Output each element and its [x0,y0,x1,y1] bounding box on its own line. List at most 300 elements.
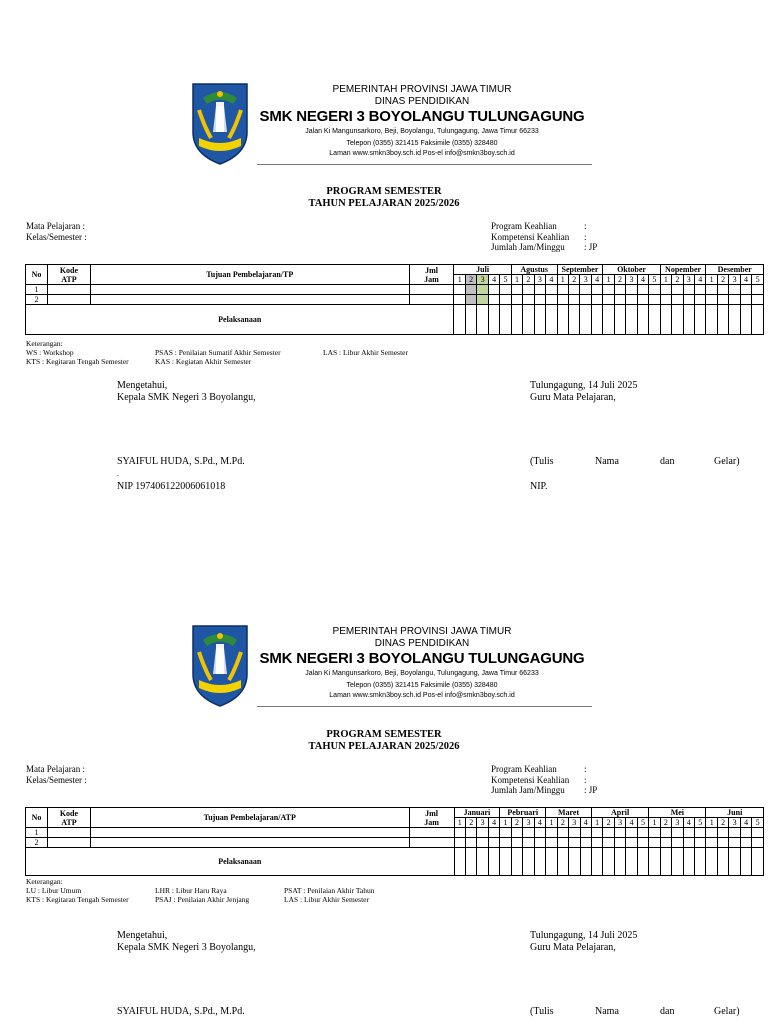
month-header: Juli [454,265,511,275]
week-cell[interactable] [695,828,706,838]
week-cell[interactable] [546,838,557,848]
header-kode-atp [47,265,90,285]
sig-tulis: (Tulis [530,1006,554,1017]
week-cell[interactable] [546,305,557,335]
kop-divider [257,164,592,165]
week-cell[interactable] [511,285,522,295]
week-cell[interactable] [683,828,694,838]
week-cell[interactable] [557,848,568,876]
week-cell[interactable] [683,295,694,305]
week-cell[interactable] [465,295,476,305]
week-cell[interactable] [534,285,545,295]
row-number: 1 [26,285,48,295]
week-number: 2 [717,275,728,285]
month-header: Maret [546,808,592,818]
kop-line-1: PEMERINTAH PROVINSI JAWA TIMUR [332,84,512,95]
week-cell[interactable] [454,848,465,876]
week-cell[interactable] [729,285,740,295]
week-cell[interactable] [534,838,545,848]
week-number: 2 [523,275,534,285]
header-kode: Kode [59,265,79,275]
week-cell[interactable] [706,838,717,848]
sig-tempat-tanggal: Tulungagung, 14 Juli 2025 [530,380,638,391]
table-row [26,828,764,838]
week-cell[interactable] [706,848,717,876]
sig-dot: . [117,469,119,478]
week-cell[interactable] [695,295,706,305]
week-cell[interactable] [477,295,488,305]
header-jml-jam [409,808,454,828]
week-cell[interactable] [683,848,694,876]
week-number: 3 [580,275,591,285]
week-cell[interactable] [477,305,488,335]
week-cell[interactable] [614,848,625,876]
month-header: April [591,808,648,818]
week-cell[interactable] [591,285,602,295]
week-cell[interactable] [706,295,717,305]
week-cell[interactable] [454,305,465,335]
week-cell[interactable] [614,305,625,335]
week-cell[interactable] [591,838,602,848]
week-number: 3 [523,818,534,828]
colon: : [584,221,587,231]
week-number: 1 [660,275,671,285]
jp-value: : JP [584,785,598,795]
week-number: 3 [534,275,545,285]
week-cell[interactable] [637,285,648,295]
ket-psas: PSAS : Penilaian Sumatif Akhir Semester [155,348,281,357]
week-cell[interactable] [534,828,545,838]
week-number: 2 [511,818,522,828]
week-cell[interactable] [626,285,637,295]
week-cell[interactable] [729,295,740,305]
header-jml: Jml [425,265,438,275]
table-row [26,295,764,305]
week-number: 1 [546,818,557,828]
table-cell[interactable] [90,285,409,295]
table-cell[interactable] [47,828,90,838]
header-kode: Kode [59,808,79,818]
week-cell[interactable] [672,295,683,305]
week-cell[interactable] [477,828,488,838]
week-cell[interactable] [649,285,660,295]
week-cell[interactable] [649,848,660,876]
table-cell[interactable] [90,295,409,305]
week-cell[interactable] [569,285,580,295]
table-cell[interactable] [90,838,409,848]
table-row [26,285,764,295]
program-semester-table [25,264,764,335]
ket-las: LAS : Libur Akhir Semester [284,895,369,904]
week-cell[interactable] [557,295,568,305]
kop-web: Laman www.smkn3boy.sch.id Pos-el info@smkn3boy.sch.id [329,150,515,157]
week-cell[interactable] [603,828,614,838]
sig-dan: dan [660,1006,675,1017]
week-cell[interactable] [752,285,764,295]
week-number: 2 [465,275,476,285]
week-cell[interactable] [626,305,637,335]
week-number: 4 [488,275,499,285]
week-number: 3 [729,275,740,285]
week-number: 1 [591,818,602,828]
label-kelas-semester: Kelas/Semester : [26,775,87,785]
week-cell[interactable] [660,828,671,838]
week-cell[interactable] [729,838,740,848]
colon: : [584,764,587,774]
sig-nama-kepala: SYAIFUL HUDA, S.Pd., M.Pd. [117,1006,245,1017]
week-cell[interactable] [488,295,499,305]
week-number: 5 [752,818,764,828]
week-cell[interactable] [649,828,660,838]
week-number: 4 [546,275,557,285]
week-number: 4 [534,818,545,828]
doc-title: PROGRAM SEMESTER [326,186,442,197]
week-cell[interactable] [683,305,694,335]
week-cell[interactable] [511,305,522,335]
week-cell[interactable] [603,838,614,848]
week-cell[interactable] [465,285,476,295]
week-cell[interactable] [695,848,706,876]
week-cell[interactable] [603,285,614,295]
week-cell[interactable] [546,848,557,876]
week-cell[interactable] [488,828,499,838]
letterhead [187,80,597,168]
week-cell[interactable] [569,828,580,838]
ket-las: LAS : Libur Akhir Semester [323,348,408,357]
week-cell[interactable] [752,305,764,335]
week-cell[interactable] [695,285,706,295]
week-cell[interactable] [580,838,591,848]
week-cell[interactable] [740,848,751,876]
label-jumlah-jam: Jumlah Jam/Minggu [491,242,565,252]
kop-phone: Telepon (0355) 321415 Faksimile (0355) 328480 [346,140,498,147]
week-cell[interactable] [603,305,614,335]
week-cell[interactable] [706,305,717,335]
week-cell[interactable] [752,848,764,876]
east-java-emblem-icon [189,80,251,166]
week-cell[interactable] [454,295,465,305]
week-cell[interactable] [523,838,534,848]
week-cell[interactable] [717,305,728,335]
week-cell[interactable] [695,838,706,848]
week-cell[interactable] [580,305,591,335]
week-cell[interactable] [488,305,499,335]
week-cell[interactable] [729,828,740,838]
week-cell[interactable] [717,828,728,838]
week-cell[interactable] [569,848,580,876]
week-cell[interactable] [477,848,488,876]
week-number: 3 [729,818,740,828]
header-jam: Jam [424,817,439,827]
week-number: 3 [477,275,488,285]
week-cell[interactable] [637,838,648,848]
colon: : [584,775,587,785]
week-cell[interactable] [500,305,511,335]
week-cell[interactable] [523,295,534,305]
kop-line-2: DINAS PENDIDIKAN [374,96,470,107]
table-cell[interactable] [47,838,90,848]
pelaksanaan-label: Pelaksanaan [26,848,455,876]
pelaksanaan-row [26,848,764,876]
week-cell[interactable] [569,295,580,305]
week-cell[interactable] [740,295,751,305]
table-cell[interactable] [47,285,90,295]
week-cell[interactable] [580,285,591,295]
week-cell[interactable] [534,305,545,335]
week-cell[interactable] [706,285,717,295]
week-cell[interactable] [706,828,717,838]
week-cell[interactable] [672,838,683,848]
kop-phone: Telepon (0355) 321415 Faksimile (0355) 328480 [346,682,498,689]
week-number: 1 [500,818,511,828]
week-cell[interactable] [569,838,580,848]
week-cell[interactable] [523,848,534,876]
header-jml-jam [409,265,454,285]
week-cell[interactable] [557,305,568,335]
week-cell[interactable] [546,828,557,838]
week-number: 2 [603,818,614,828]
school-name: SMK NEGERI 3 BOYOLANGU TULUNGAGUNG [259,650,585,667]
week-cell[interactable] [740,305,751,335]
week-cell[interactable] [465,848,476,876]
school-name: SMK NEGERI 3 BOYOLANGU TULUNGAGUNG [259,108,585,125]
week-cell[interactable] [626,838,637,848]
week-cell[interactable] [717,848,728,876]
row-number: 2 [26,838,48,848]
week-cell[interactable] [672,285,683,295]
header-no: No [26,265,48,285]
week-cell[interactable] [740,828,751,838]
ket-lhr: LHR : Libur Haru Raya [155,886,227,895]
header-tujuan: Tujuan Pembelajaran/ATP [90,808,409,828]
week-number: 1 [511,275,522,285]
week-cell[interactable] [580,828,591,838]
week-cell[interactable] [454,285,465,295]
sig-mengetahui: Mengetahui, [117,930,168,941]
week-cell[interactable] [603,295,614,305]
month-header: Januari [454,808,500,818]
sig-mengetahui: Mengetahui, [117,380,168,391]
week-cell[interactable] [637,295,648,305]
week-cell[interactable] [511,295,522,305]
week-cell[interactable] [637,305,648,335]
week-cell[interactable] [523,285,534,295]
week-number: 1 [454,818,465,828]
row-number: 2 [26,295,48,305]
header-jml: Jml [425,808,438,818]
week-cell[interactable] [752,828,764,838]
week-cell[interactable] [672,305,683,335]
week-cell[interactable] [603,848,614,876]
week-number: 3 [477,818,488,828]
month-header: Mei [649,808,706,818]
week-cell[interactable] [740,285,751,295]
week-number: 4 [740,818,751,828]
week-cell[interactable] [488,838,499,848]
label-kompetensi-keahlian: Kompetensi Keahlian [491,775,570,785]
week-cell[interactable] [534,848,545,876]
week-cell[interactable] [534,295,545,305]
week-number: 3 [626,275,637,285]
month-header: September [557,265,603,275]
week-cell[interactable] [591,295,602,305]
week-cell[interactable] [454,838,465,848]
week-cell[interactable] [523,828,534,838]
week-cell[interactable] [557,285,568,295]
program-semester-table [25,807,764,876]
week-cell[interactable] [591,305,602,335]
keterangan-label: Keterangan: [26,339,63,348]
week-cell[interactable] [465,305,476,335]
east-java-emblem-icon [189,622,251,708]
week-cell[interactable] [637,828,648,838]
table-cell[interactable] [409,285,454,295]
doc-subtitle: TAHUN PELAJARAN 2025/2026 [308,198,460,209]
week-cell[interactable] [695,305,706,335]
week-cell[interactable] [591,828,602,838]
week-cell[interactable] [660,848,671,876]
sig-nip-guru: NIP. [530,481,548,492]
table-cell[interactable] [409,828,454,838]
sig-guru: Guru Mata Pelajaran, [530,392,616,403]
week-number: 2 [557,818,568,828]
week-number: 4 [683,818,694,828]
table-cell[interactable] [409,295,454,305]
month-header: Pebruari [500,808,546,818]
week-cell[interactable] [477,838,488,848]
week-cell[interactable] [660,838,671,848]
week-cell[interactable] [649,305,660,335]
week-cell[interactable] [488,848,499,876]
week-cell[interactable] [752,838,764,848]
kop-web: Laman www.smkn3boy.sch.id Pos-el info@smkn3boy.sch.id [329,692,515,699]
week-number: 1 [557,275,568,285]
sig-guru: Guru Mata Pelajaran, [530,942,616,953]
kop-address: Jalan Ki Mangunsarkoro, Beji, Boyolangu, Tulungagung, Jawa Timur 66233 [305,128,539,135]
week-number: 2 [717,818,728,828]
week-cell[interactable] [614,828,625,838]
month-header: Desember [706,265,764,275]
week-cell[interactable] [546,285,557,295]
week-cell[interactable] [454,828,465,838]
week-number: 2 [614,275,625,285]
week-cell[interactable] [580,295,591,305]
ket-kts: KTS : Kegitaran Tengah Semester [26,895,129,904]
week-cell[interactable] [511,848,522,876]
week-cell[interactable] [465,838,476,848]
table-cell[interactable] [90,828,409,838]
week-cell[interactable] [614,285,625,295]
week-cell[interactable] [729,848,740,876]
week-cell[interactable] [500,828,511,838]
week-cell[interactable] [626,828,637,838]
week-number: 3 [614,818,625,828]
week-cell[interactable] [477,285,488,295]
week-cell[interactable] [557,838,568,848]
week-number: 1 [706,818,717,828]
table-cell[interactable] [47,295,90,305]
week-cell[interactable] [637,848,648,876]
week-cell[interactable] [523,305,534,335]
sig-dan: dan [660,456,675,467]
sig-kepala: Kepala SMK Negeri 3 Boyolangu, [117,942,256,953]
label-program-keahlian: Program Keahlian [491,221,557,231]
week-cell[interactable] [672,848,683,876]
month-header: Juni [706,808,764,818]
week-cell[interactable] [649,295,660,305]
header-no: No [26,808,48,828]
week-cell[interactable] [660,305,671,335]
sig-nama: Nama [595,456,619,467]
week-cell[interactable] [717,285,728,295]
week-cell[interactable] [660,295,671,305]
month-header: Nopember [660,265,706,275]
week-cell[interactable] [511,828,522,838]
week-number: 5 [649,275,660,285]
week-cell[interactable] [729,305,740,335]
week-cell[interactable] [717,838,728,848]
jp-value: : JP [584,242,598,252]
week-cell[interactable] [626,848,637,876]
week-cell[interactable] [740,838,751,848]
week-number: 5 [752,275,764,285]
week-cell[interactable] [557,828,568,838]
label-kompetensi-keahlian: Kompetensi Keahlian [491,232,570,242]
week-cell[interactable] [580,848,591,876]
ket-ws: WS : Workshop [26,348,74,357]
week-cell[interactable] [511,838,522,848]
week-cell[interactable] [500,285,511,295]
week-cell[interactable] [591,848,602,876]
label-mata-pelajaran: Mata Pelajaran : [26,764,85,774]
ket-kas: KAS : Kegiatan Akhir Semester [155,357,252,366]
week-number: 2 [569,275,580,285]
table-row [26,838,764,848]
week-cell[interactable] [649,838,660,848]
pelaksanaan-row [26,305,764,335]
week-number: 1 [649,818,660,828]
letterhead [187,622,597,710]
week-cell[interactable] [683,838,694,848]
week-cell[interactable] [626,295,637,305]
week-number: 2 [660,818,671,828]
week-cell[interactable] [546,295,557,305]
header-kode-atp [47,808,90,828]
week-cell[interactable] [500,295,511,305]
week-cell[interactable] [717,295,728,305]
week-number: 4 [580,818,591,828]
week-cell[interactable] [672,828,683,838]
week-cell[interactable] [465,828,476,838]
kop-divider [257,706,592,707]
week-cell[interactable] [569,305,580,335]
sig-gelar: Gelar) [714,456,740,467]
week-cell[interactable] [752,295,764,305]
table-cell[interactable] [409,838,454,848]
week-cell[interactable] [683,285,694,295]
week-cell[interactable] [614,838,625,848]
week-cell[interactable] [500,848,511,876]
week-number: 3 [672,818,683,828]
week-cell[interactable] [488,285,499,295]
sig-tulis: (Tulis [530,456,554,467]
week-cell[interactable] [500,838,511,848]
week-number: 1 [454,275,465,285]
week-cell[interactable] [660,285,671,295]
week-cell[interactable] [614,295,625,305]
week-number: 5 [500,275,511,285]
label-program-keahlian: Program Keahlian [491,764,557,774]
